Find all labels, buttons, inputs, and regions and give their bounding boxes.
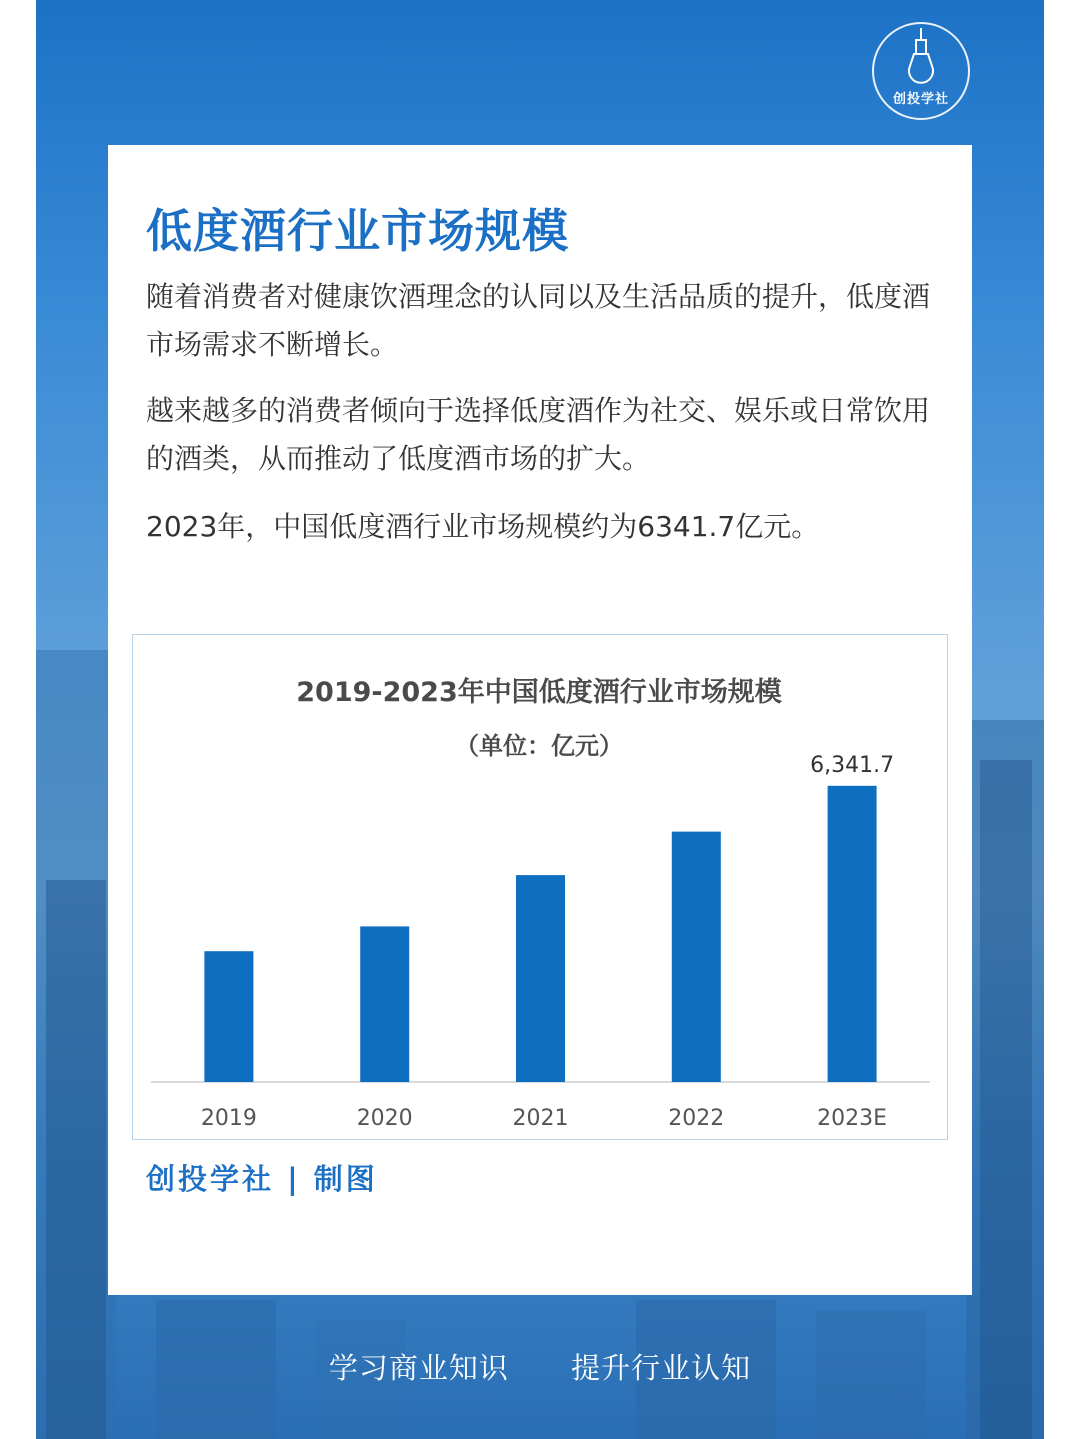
footer-slogan-right: 提升行业认知 — [571, 1351, 752, 1385]
x-tick-label: 2022 — [668, 1106, 725, 1131]
chart-container — [132, 634, 948, 1140]
paragraph-1: 随着消费者对健康饮酒理念的认同以及生活品质的提升，低度酒市场需求不断增长。 — [146, 280, 931, 361]
bar-chart — [133, 635, 946, 1138]
chart-credit: 创投学社 | 制图 — [146, 1162, 378, 1196]
bar-2022 — [672, 832, 721, 1082]
brand-logo — [872, 22, 970, 120]
x-tick-label: 2023E — [817, 1106, 888, 1131]
x-tick-label: 2019 — [200, 1106, 257, 1131]
bar-2021 — [516, 875, 565, 1082]
page-title: 低度酒行业市场规模 — [146, 204, 569, 258]
chart-subtitle: （单位：亿元） — [455, 732, 623, 760]
bar-2023E — [828, 786, 877, 1082]
content-card — [108, 145, 972, 1295]
bar-2019 — [204, 951, 253, 1082]
bar-2020 — [360, 926, 409, 1082]
x-tick-label: 2021 — [512, 1106, 569, 1131]
chart-title: 2019-2023年中国低度酒行业市场规模 — [296, 677, 782, 708]
paragraph-2: 越来越多的消费者倾向于选择低度酒作为社交、娱乐或日常饮用的酒类，从而推动了低度酒市场的扩大。 — [146, 394, 931, 475]
paragraph-3: 2023年，中国低度酒行业市场规模约为6341.7亿元。 — [146, 510, 820, 543]
x-tick-label: 2020 — [356, 1106, 413, 1131]
footer-slogan-left: 学习商业知识 — [328, 1351, 509, 1385]
data-label: 6,341.7 — [810, 752, 895, 778]
logo-text: 创投学社 — [892, 92, 949, 107]
footer-slogan — [0, 1346, 1080, 1387]
